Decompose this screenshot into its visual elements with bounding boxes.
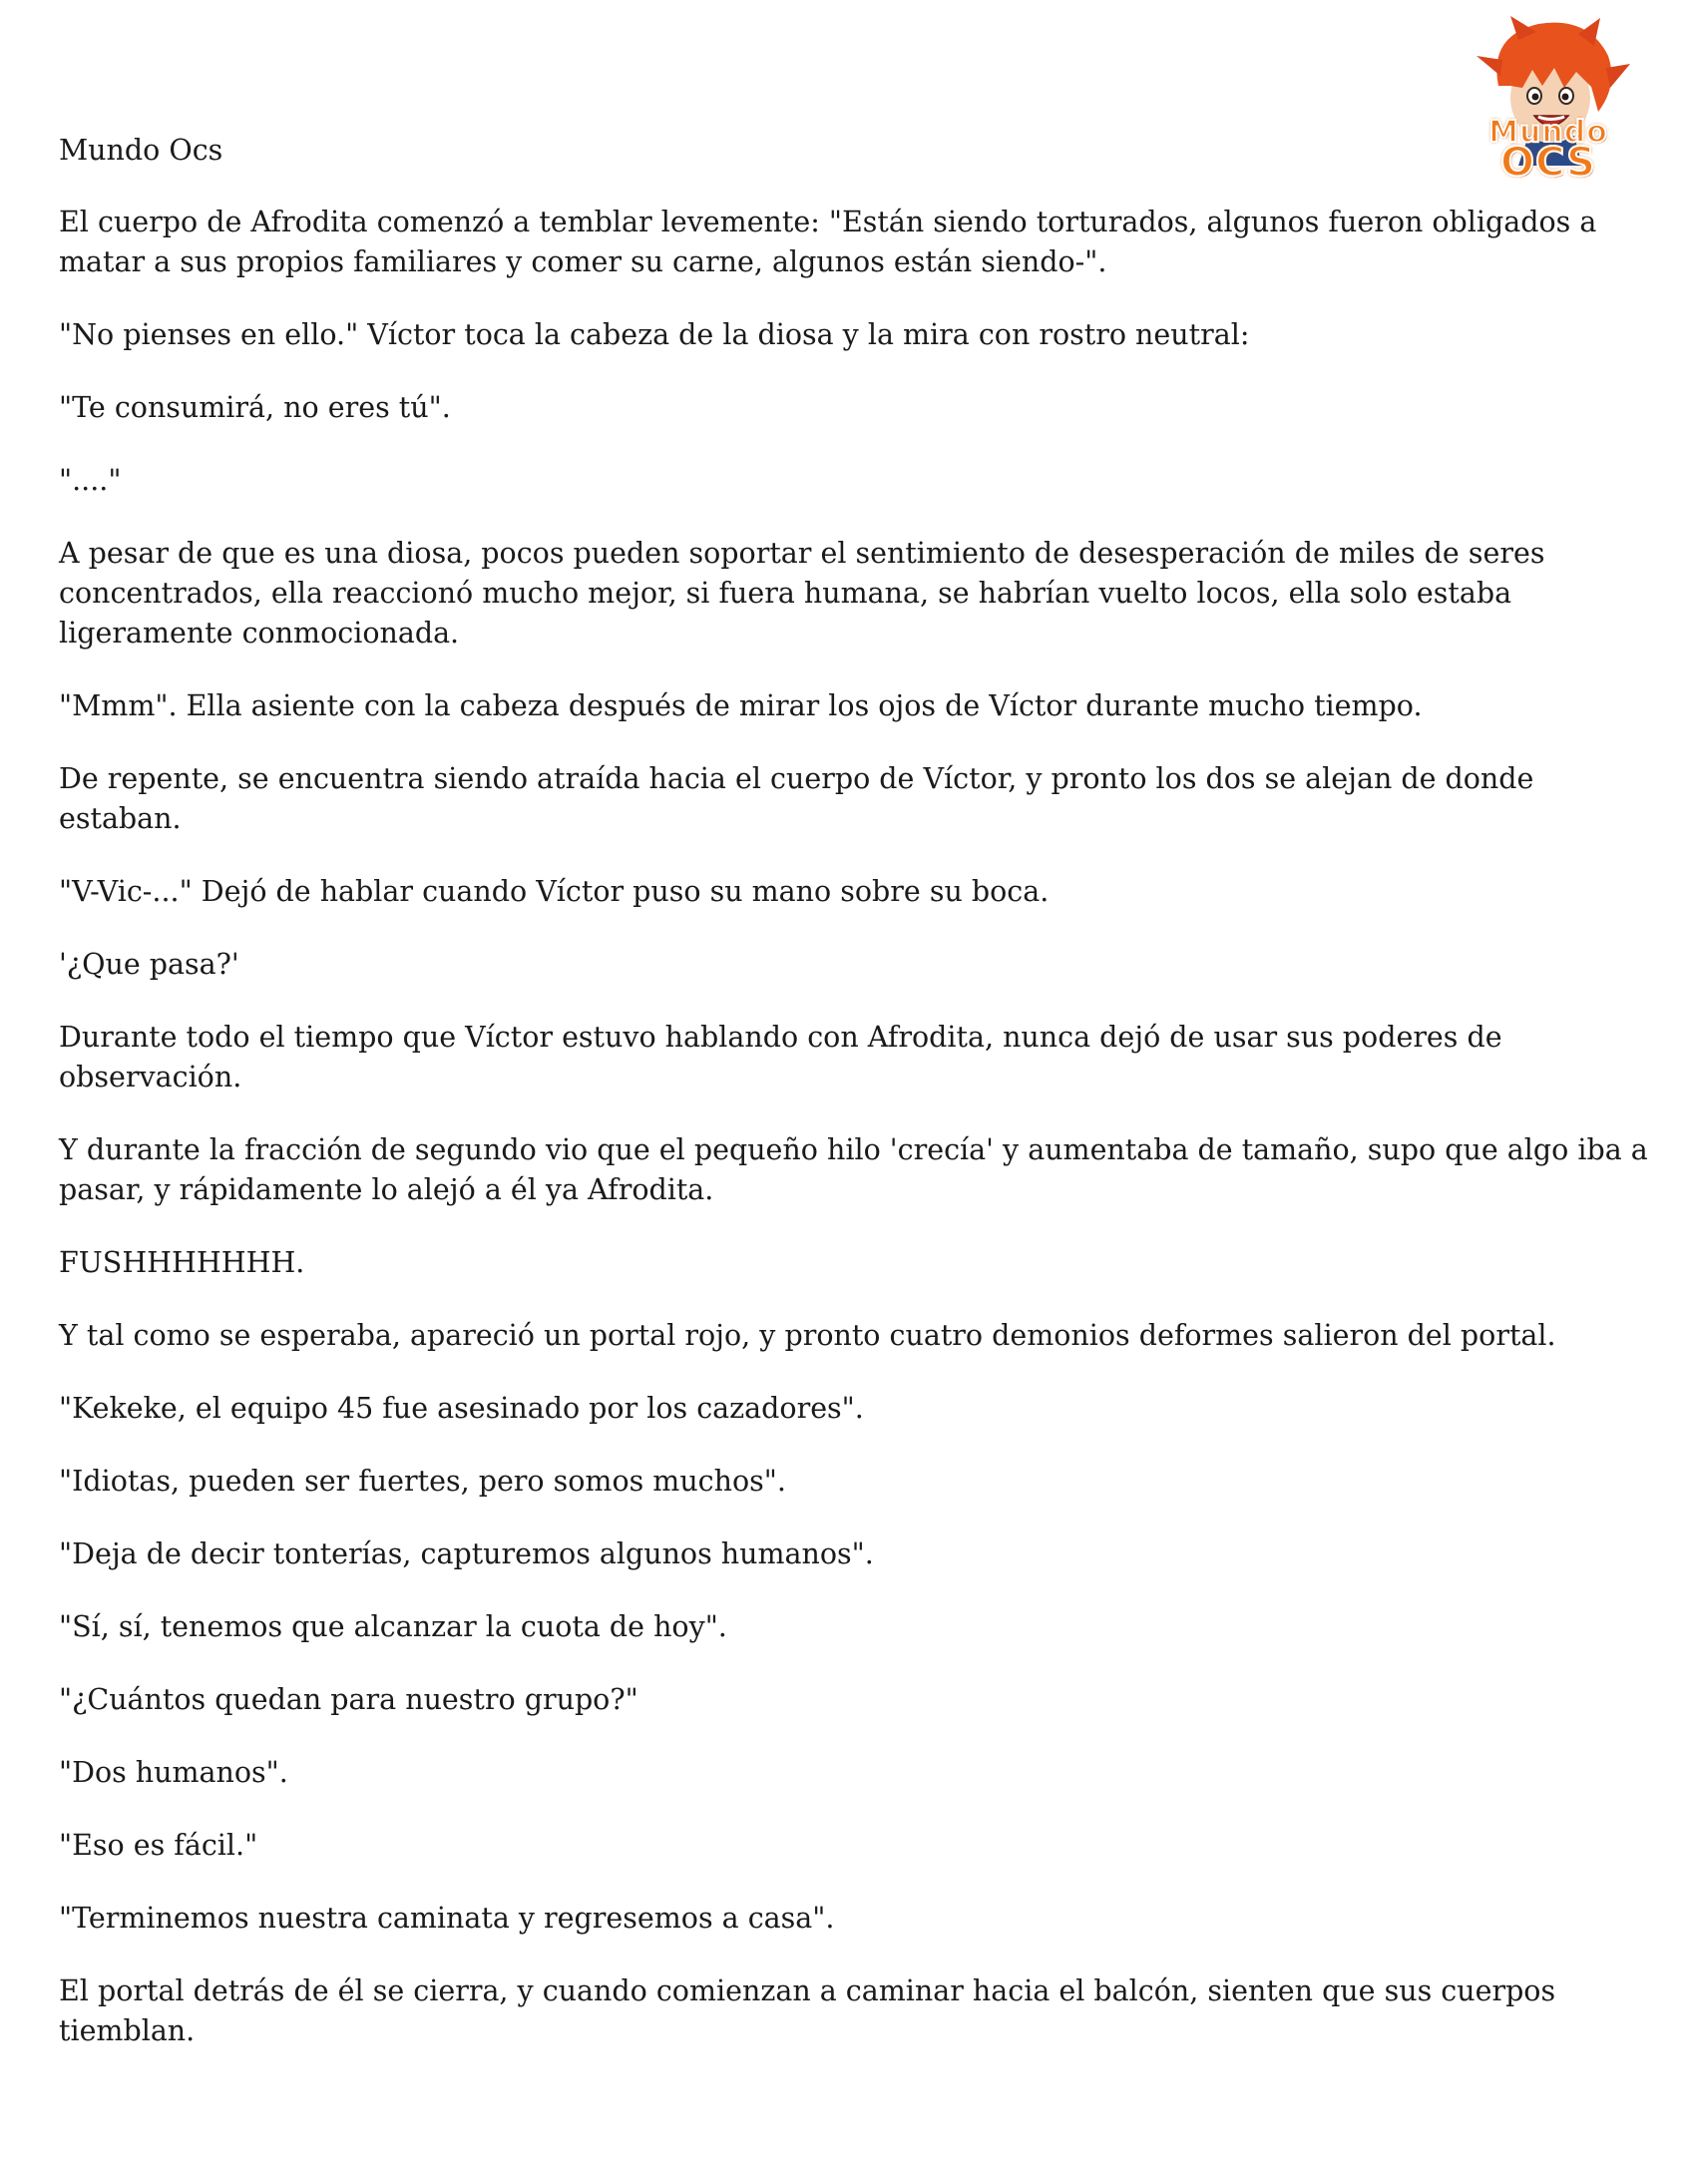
paragraph: "Te consumirá, no eres tú". [59,391,451,424]
paragraph: "Deja de decir tonterías, capturemos algunos humanos". [59,1537,874,1570]
paragraph: "...." [59,464,122,497]
paragraph: "Mmm". Ella asiente con la cabeza después de mirar los ojos de Víctor durante mucho tiempo. [59,689,1423,722]
document-body [59,131,1655,2084]
paragraph: "Eso es fácil." [59,1829,258,1862]
paragraph: "Terminemos nuestra caminata y regresemos a casa". [59,1902,835,1935]
paragraph: Y tal como se esperaba, apareció un portal rojo, y pronto cuatro demonios deformes salieron del portal. [59,1319,1556,1352]
document-header: Mundo Ocs [59,134,223,167]
logo-text-line1: Mundo [1488,115,1608,150]
paragraph: FUSHHHHHHH. [59,1246,305,1279]
paragraph: "Idiotas, pueden ser fuertes, pero somos muchos". [59,1465,786,1498]
paragraph: "Dos humanos". [59,1756,288,1789]
paragraph: Y durante la fracción de segundo vio que el pequeño hilo 'crecía' y aumentaba de tamaño, supo que algo iba a pasar, y rápidamente lo alejó a él ya Afrodita. [59,1133,1648,1206]
logo-text-line2: OCS [1500,140,1596,186]
paragraph: De repente, se encuentra siendo atraída hacia el cuerpo de Víctor, y pronto los dos se alejan de donde estaban. [59,762,1534,835]
paragraph: Durante todo el tiempo que Víctor estuvo hablando con Afrodita, nunca dejó de usar sus poderes de observación. [59,1021,1502,1093]
paragraph: El portal detrás de él se cierra, y cuando comienzan a caminar hacia el balcón, sienten que sus cuerpos tiemblan. [59,1974,1556,2047]
paragraph: El cuerpo de Afrodita comenzó a temblar levemente: "Están siendo torturados, algunos fueron obligados a matar a sus propios familiares y comer su carne, algunos están siendo-". [59,206,1597,278]
paragraph: '¿Que pasa?' [59,948,239,981]
paragraph: A pesar de que es una diosa, pocos pueden soportar el sentimiento de desesperación de miles de seres concentrados, ella reaccionó mucho mejor, si fuera humana, se habrían vuelto locos, ella solo estaba ligeramente conmocionada. [59,537,1545,650]
paragraph: "Sí, sí, tenemos que alcanzar la cuota de hoy". [59,1610,727,1643]
paragraph: "Kekeke, el equipo 45 fue asesinado por los cazadores". [59,1392,864,1425]
paragraph: "V-Vic-..." Dejó de hablar cuando Víctor puso su mano sobre su boca. [59,875,1050,908]
paragraph: "No pienses en ello." Víctor toca la cabeza de la diosa y la mira con rostro neutral: [59,318,1250,351]
paragraph: "¿Cuántos quedan para nuestro grupo?" [59,1683,638,1716]
